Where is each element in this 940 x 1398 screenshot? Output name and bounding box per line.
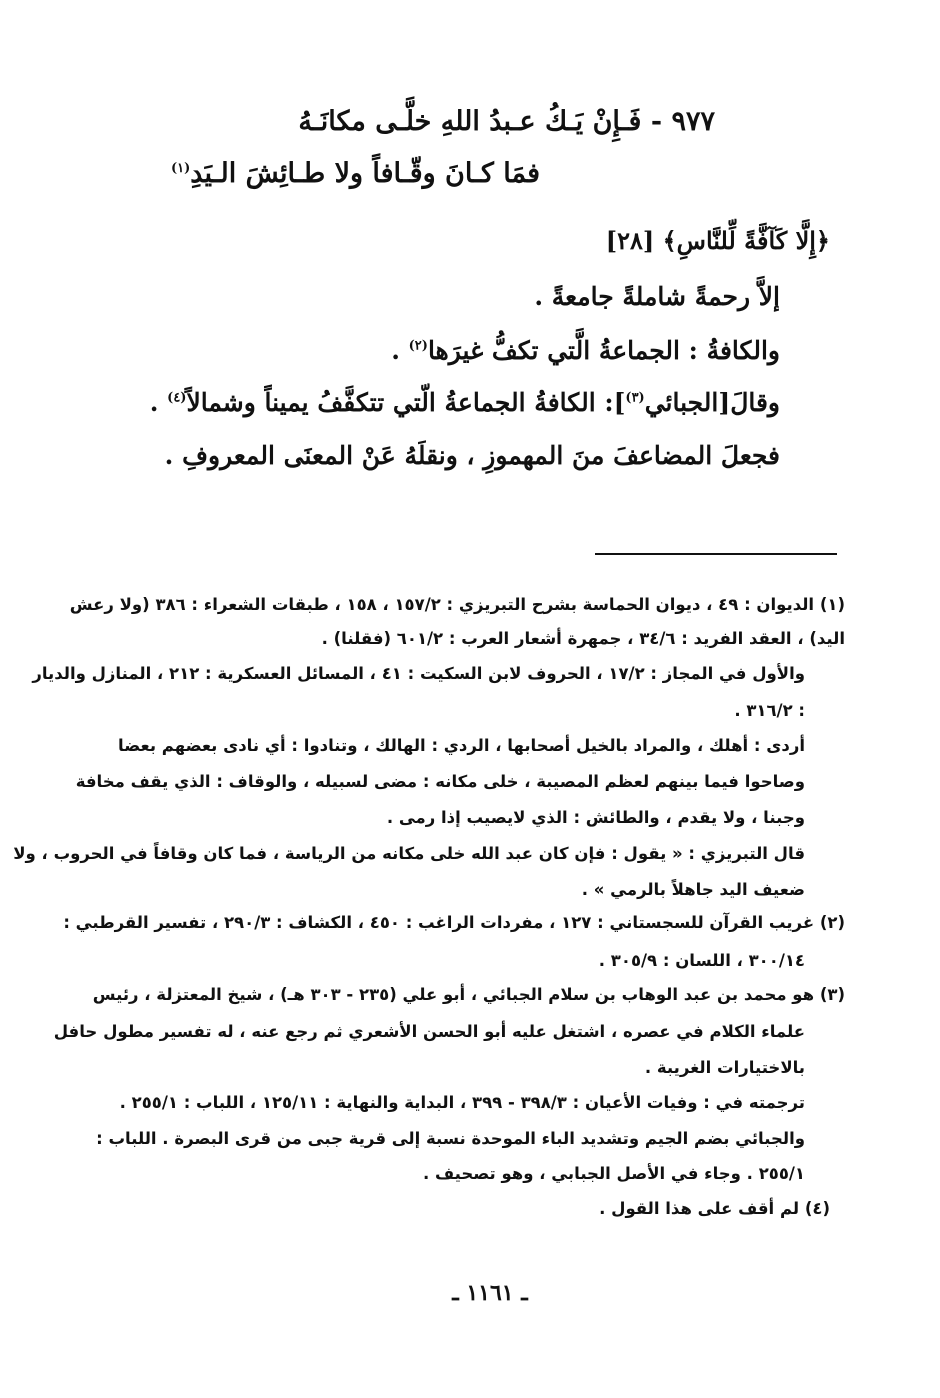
footnote-line: ٢٥٥/١ . وجاء في الأصل الجبابي ، وهو تصحيف . <box>422 1164 805 1183</box>
body-line-3-end: . <box>149 388 168 417</box>
footnote-line: ترجمته في : وفيات الأعيان : ٣٩٨/٣ - ٣٩٩ ، البداية والنهاية : ١٢٥/١١ ، اللباب : ٢٥٥/١ . <box>119 1093 805 1112</box>
footnote-marker: (١) <box>170 161 191 176</box>
body-line-2-text: والكافةُ : الجماعةُ الَّتي تكفُّ غيرَها <box>427 336 780 365</box>
body-line-4: فجعلَ المضاعفَ منَ المهموزِ ، ونقلَهُ عَنْ المعنَى المعروفِ . <box>164 441 780 470</box>
footnote-line: والجبائي بضم الجيم وتشديد الباء الموحدة نسبة إلى قرية جبى من قرى البصرة . اللباب : <box>96 1129 805 1148</box>
body-line-1: إلاَّ رحمةً شاملةً جامعةً . <box>534 282 780 311</box>
footnote-marker: (٢) <box>408 338 428 354</box>
quran-verse-heading <box>606 226 830 255</box>
footnote-line: ٣٠٠/١٤ ، اللسان : ٣٠٥/٩ . <box>598 951 805 970</box>
footnote-line: اليد) ، العقد الفريد : ٣٤/٦ ، جمهرة أشعار العرب : ٦٠١/٢ (فقلنا) . <box>321 629 845 648</box>
body-line-3 <box>150 388 780 417</box>
footnote-line: ضعيف اليد جاهلاً بالرمي » . <box>581 880 805 899</box>
footnote-marker: (٣) <box>625 390 645 406</box>
footnote-line: (١) الديوان : ٤٩ ، ديوان الحماسة بشرح التبريزي : ١٥٧/٢ ، ١٥٨ ، طبقات الشعراء : ٣٨٦ (ولا رعش <box>69 595 845 614</box>
quran-verse-ref: [٢٨] <box>605 226 655 255</box>
body-line-3-rest: ]: الكافةُ الجماعةُ الّتي تتكفَّفُ يميناً وشمالاً <box>186 388 626 417</box>
footnote-line: (٤) لم أقف على هذا القول . <box>599 1199 830 1218</box>
page-number: ـ ١١٦١ ـ <box>452 1280 528 1306</box>
quran-verse-text: ﴿إِلَّا كَآفَّةً لِّلنَّاسِ﴾ <box>662 226 830 255</box>
footnote-line: بالاختيارات الغريبة . <box>644 1058 805 1077</box>
footnote-marker: (٤) <box>167 390 187 406</box>
body-line-3-text: وقالَ[الجبائي <box>644 388 780 417</box>
verse-line-2-text: فمَا كـانَ وقّـافاً ولا طـائِشَ الـيَدِ <box>190 158 540 189</box>
verse-line-2 <box>171 158 540 189</box>
footnote-line: قال التبريزي : « يقول : فإن كان عبد الله خلى مكانه من الرياسة ، فما كان وقافاً في الحروب ، ولا <box>13 844 805 863</box>
body-line-2 <box>391 336 780 365</box>
footnote-line: وجبنا ، ولا يقدم ، والطائش : الذي لايصيب إذا رمى . <box>386 808 805 827</box>
verse-line-1: ٩٧٧ - فَـإِنْ يَـكُ عـبدُ اللهِ خلَّـى مكانَـهُ <box>298 106 715 137</box>
footnote-divider <box>595 553 837 555</box>
footnote-line: علماء الكلام في عصره ، اشتغل عليه أبو الحسن الأشعري ثم رجع عنه ، له تفسير مطول حافل <box>53 1022 805 1041</box>
footnote-line: (٣) هو محمد بن عبد الوهاب بن سلام الجبائي ، أبو علي (٢٣٥ - ٣٠٣ هـ) ، شيخ المعتزلة ، رئيس <box>92 985 845 1004</box>
body-line-2-end: . <box>391 336 409 365</box>
footnote-line: وصاحوا فيما بينهم لعظم المصيبة ، خلى مكانه : مضى لسبيله ، والوقاف : الذي يقف مخافة <box>75 772 805 791</box>
footnote-line: والأول في المجاز : ١٧/٢ ، الحروف لابن السكيت : ٤١ ، المسائل العسكرية : ٢١٢ ، المنازل والديار <box>32 664 805 683</box>
footnote-line: أردى : أهلك ، والمراد بالخيل أصحابها ، الردي : الهالك ، وتنادوا : أي نادى بعضهم بعضا <box>118 736 805 755</box>
footnote-line: : ٣١٦/٢ . <box>734 701 805 720</box>
footnote-line: (٢) غريب القرآن للسجستاني : ١٢٧ ، مفردات الراغب : ٤٥٠ ، الكشاف : ٢٩٠/٣ ، تفسير القرطبي : <box>63 913 845 932</box>
